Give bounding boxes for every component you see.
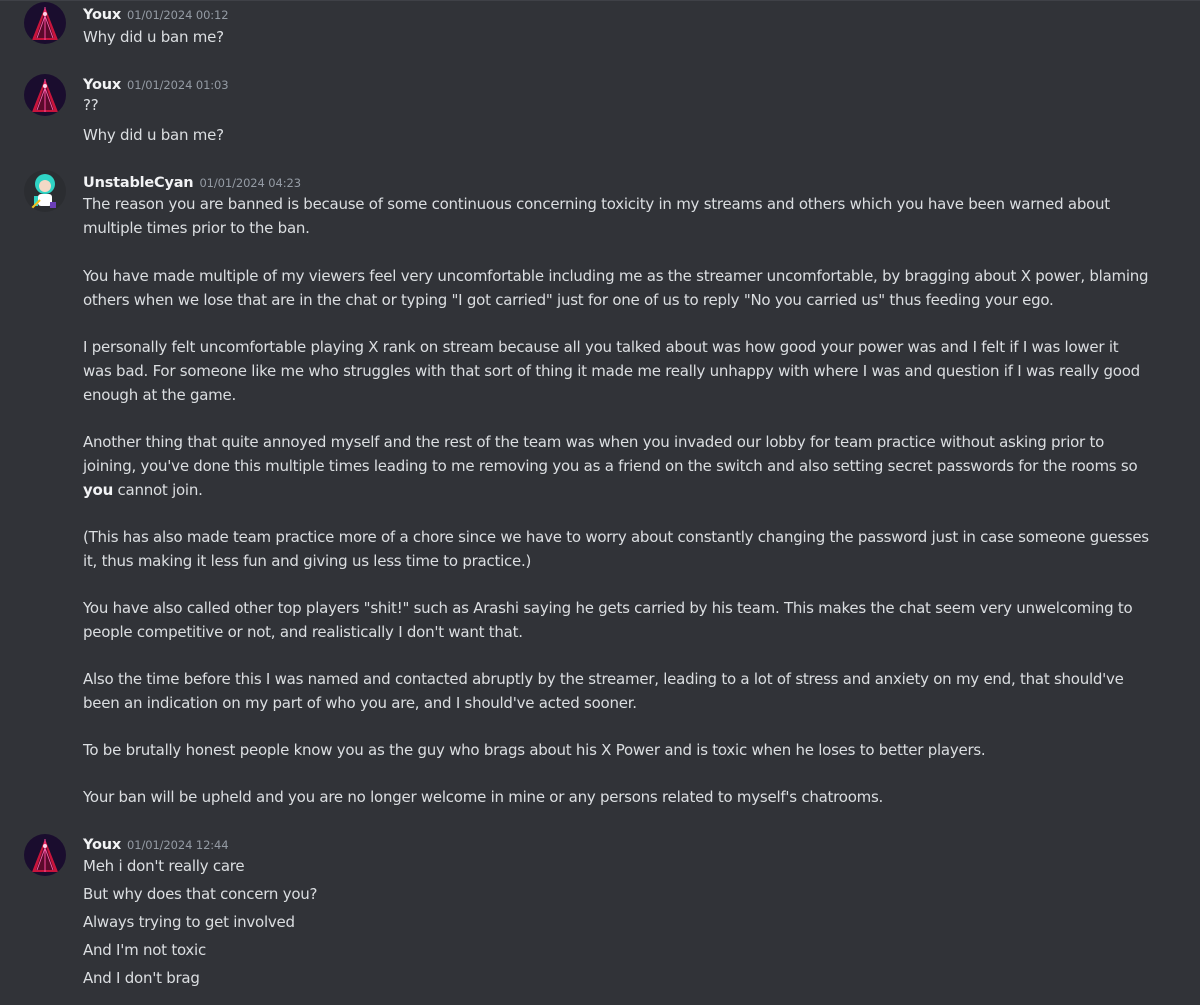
message-header	[83, 834, 229, 855]
message-line: it, thus making it less fun and giving us less time to practice.)	[83, 552, 532, 570]
timestamp: 01/01/2024 01:03	[127, 78, 229, 92]
message-line: been an indication on my part of who you are, and I should've acted sooner.	[83, 694, 637, 712]
timestamp: 01/01/2024 00:12	[127, 8, 229, 22]
message-line: enough at the game.	[83, 386, 237, 404]
message-line: But why does that concern you?	[83, 885, 318, 903]
message-fragment: cannot join.	[117, 481, 203, 499]
username[interactable]: Youx	[83, 7, 122, 23]
message-line: Why did u ban me?	[83, 28, 224, 46]
timestamp: 01/01/2024 12:44	[127, 838, 229, 852]
message-line	[83, 479, 203, 503]
youx-avatar-icon[interactable]	[24, 834, 66, 876]
message-line: Your ban will be upheld and you are no longer welcome in mine or any persons related to myself's chatrooms.	[83, 788, 884, 806]
message-line: Why did u ban me?	[83, 126, 224, 144]
message-line: Another thing that quite annoyed myself and the rest of the team was when you invaded our lobby for team practice without asking prior to	[83, 433, 1105, 451]
unstablecyan-avatar-icon[interactable]	[24, 170, 66, 212]
message-line: people competitive or not, and realistically I don't want that.	[83, 623, 523, 641]
message-line: Also the time before this I was named and contacted abruptly by the streamer, leading to a lot of stress and anxiety on my end, that should've	[83, 670, 1124, 688]
message-line: was bad. For someone like me who struggles with that sort of thing it made me really unhappy with where I was and question if I was really good	[83, 362, 1140, 380]
top-divider	[0, 0, 1200, 1]
message-line: And I'm not toxic	[83, 941, 206, 959]
message-line: multiple times prior to the ban.	[83, 219, 310, 237]
message-line: joining, you've done this multiple times leading to me removing you as a friend on the switch and also setting secret passwords for the rooms so	[83, 457, 1138, 475]
message-line: ??	[83, 96, 99, 114]
message-line: You have also called other top players "shit!" such as Arashi saying he gets carried by his team. This makes the chat seem very unwelcoming to	[83, 599, 1133, 617]
message-line: To be brutally honest people know you as the guy who brags about his X Power and is toxic when he loses to better players.	[83, 741, 986, 759]
youx-avatar-icon[interactable]	[24, 74, 66, 116]
message-header	[83, 172, 301, 193]
message-header	[83, 74, 229, 95]
message-line: others when we lose that are in the chat or typing "I got carried" just for one of us to reply "No you carried us" thus feeding your ego.	[83, 291, 1054, 309]
message-line: And I don't brag	[83, 969, 200, 987]
message-header	[83, 4, 229, 25]
message-line: Always trying to get involved	[83, 913, 295, 931]
message-line: I personally felt uncomfortable playing X rank on stream because all you talked about was how good your power was and I felt if I was lower it	[83, 338, 1119, 356]
timestamp: 01/01/2024 04:23	[199, 176, 301, 190]
message-line: (This has also made team practice more of a chore since we have to worry about constantly changing the password just in case someone guesses	[83, 528, 1149, 546]
bold-word: you	[83, 481, 114, 499]
username[interactable]: UnstableCyan	[83, 175, 194, 191]
youx-avatar-icon[interactable]	[24, 2, 66, 44]
message-line: You have made multiple of my viewers feel very uncomfortable including me as the streamer uncomfortable, by bragging about X power, blaming	[83, 267, 1149, 285]
message-line: Meh i don't really care	[83, 857, 245, 875]
message-line: The reason you are banned is because of some continuous concerning toxicity in my streams and others which you have been warned about	[83, 195, 1110, 213]
username[interactable]: Youx	[83, 77, 122, 93]
username[interactable]: Youx	[83, 837, 122, 853]
